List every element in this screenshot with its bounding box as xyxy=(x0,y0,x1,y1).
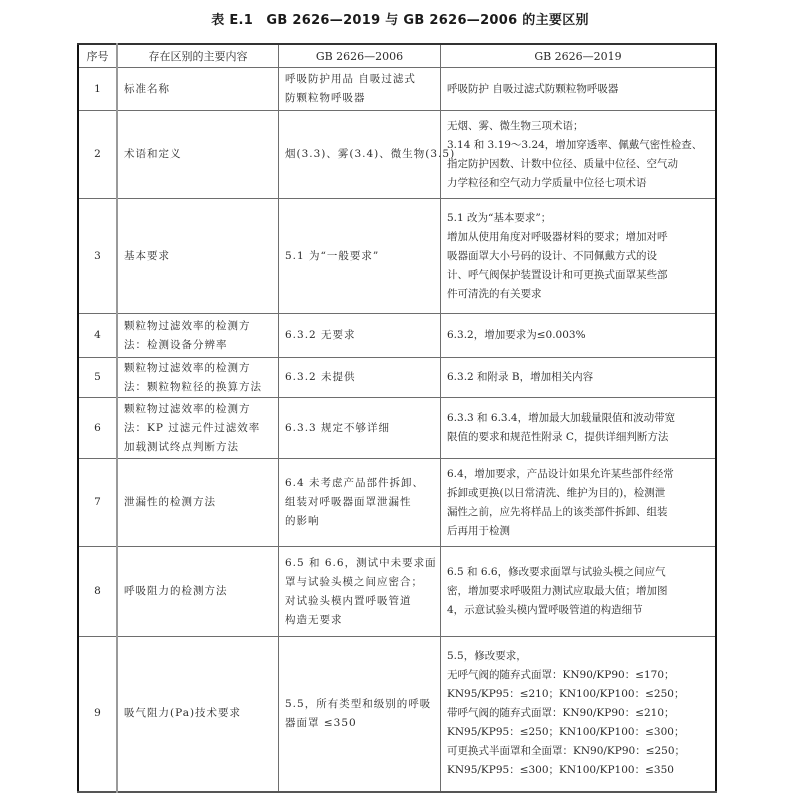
cell-text-line: 呼吸阻力的检测方法 xyxy=(124,585,228,597)
cell-text-line: 颗粒物过滤效率的检测方 xyxy=(124,361,251,374)
cell-text-line: 6.4，增加要求，产品设计如果允许某些部件经常 xyxy=(447,467,674,480)
cell-text-line: 组装对呼吸器面罩泄漏性 xyxy=(285,496,412,508)
cell-gb2019 xyxy=(441,199,717,314)
cell-text-line: 力学粒径和空气动力学质量中位径七项术语 xyxy=(447,176,647,189)
cell-text-line: 6.5 和 6.6，测试中未要求面 xyxy=(285,556,437,569)
cell-text-line: 6.3.2 未提供 xyxy=(285,371,356,383)
cell-text-line: KN95/KP95：≤210；KN100/KP100：≤250； xyxy=(447,688,685,701)
cell-no xyxy=(78,358,117,398)
cell-gb2006 xyxy=(279,637,441,792)
row-number: 5 xyxy=(94,371,101,383)
table-title: 表 E.1 GB 2626—2019 与 GB 2626—2006 的主要区别 xyxy=(211,13,589,28)
cell-text-line: 指定防护因数、计数中位径、质量中位径、空气动 xyxy=(447,157,678,170)
cell-text-line: 对试验头模内置呼吸管道 xyxy=(285,594,412,607)
cell-text-line: 带呼气阀的随弃式面罩：KN90/KP90：≤210； xyxy=(447,707,675,720)
cell-no xyxy=(78,547,117,637)
cell-text-line: 限值的要求和规范性附录 C，提供详细判断方法 xyxy=(447,431,669,443)
cell-text-line: 罩与试验头模之间应密合； xyxy=(285,575,423,588)
cell-text-line: 6.3.3 规定不够详细 xyxy=(285,421,391,434)
table-row xyxy=(78,637,716,792)
cell-no xyxy=(78,314,117,358)
cell-gb2006 xyxy=(279,199,441,314)
cell-text-line: 吸器面罩大小号码的设计、不同佩戴方式的设 xyxy=(447,249,657,262)
cell-text-line: 6.3.3 和 6.3.4，增加最大加载量限值和波动带宽 xyxy=(447,412,676,424)
cell-text-line: 5.1 改为“基本要求”； xyxy=(447,211,552,224)
cell-text-line: 防颗粒物呼吸器 xyxy=(285,92,366,104)
cell-text-line: 法：KP 过滤元件过滤效率 xyxy=(124,421,261,434)
cell-text-line: KN95/KP95：≤250；KN100/KP100：≤300； xyxy=(447,726,685,739)
cell-text-line: 6.3.2 和附录 B，增加相关内容 xyxy=(447,371,594,383)
cell-gb2006 xyxy=(279,547,441,637)
cell-gb2006 xyxy=(279,68,441,111)
cell-item xyxy=(117,111,279,199)
cell-text-line: 泄漏性的检测方法 xyxy=(124,496,216,508)
cell-gb2006 xyxy=(279,459,441,547)
cell-text-line: 呼吸防护 自吸过滤式防颗粒物呼吸器 xyxy=(447,82,619,95)
cell-text-line: 颗粒物过滤效率的检测方 xyxy=(124,402,251,415)
cell-text-line: 无呼气阀的随弃式面罩：KN90/KP90：≤170； xyxy=(447,669,675,682)
cell-gb2006 xyxy=(279,111,456,199)
cell-text-line: 3.14 和 3.19～3.24，增加穿透率、佩戴气密性检查、 xyxy=(447,138,703,151)
table-row xyxy=(78,199,716,314)
table-row xyxy=(78,398,716,459)
row-number: 4 xyxy=(94,329,101,341)
cell-text-line: 后再用于检测 xyxy=(447,524,510,537)
cell-gb2006 xyxy=(279,358,441,398)
header-gb2006: GB 2626—2006 xyxy=(279,44,441,68)
cell-text-line: 件可清洗的有关要求 xyxy=(447,287,542,300)
cell-gb2006 xyxy=(279,314,441,358)
cell-text-line: 颗粒物过滤效率的检测方 xyxy=(124,319,251,332)
table-header-row xyxy=(78,44,716,68)
cell-text-line: 基本要求 xyxy=(124,249,170,262)
cell-gb2019 xyxy=(441,111,717,199)
cell-gb2019 xyxy=(441,398,717,459)
cell-text-line: 加载测试终点判断方法 xyxy=(124,440,239,453)
cell-no xyxy=(78,398,117,459)
header-gb2019: GB 2626—2019 xyxy=(441,44,717,68)
cell-text-line: 术语和定义 xyxy=(124,148,182,160)
cell-text-line: 6.3.2 无要求 xyxy=(285,329,356,341)
cell-no xyxy=(78,637,117,792)
cell-item xyxy=(117,199,279,314)
row-number: 8 xyxy=(94,585,101,597)
cell-item xyxy=(117,314,279,358)
cell-item xyxy=(117,398,279,459)
cell-text-line: 法：颗粒物粒径的换算方法 xyxy=(124,380,262,393)
cell-text-line: 5.5，所有类型和级别的呼吸 xyxy=(285,697,432,710)
table-row xyxy=(78,547,716,637)
cell-text-line: KN95/KP95：≤300；KN100/KP100：≤350 xyxy=(447,764,674,777)
row-number: 9 xyxy=(94,707,101,720)
cell-gb2019 xyxy=(441,68,717,111)
table-row xyxy=(78,358,716,398)
header-no: 序号 xyxy=(78,44,117,68)
cell-item xyxy=(117,68,279,111)
cell-gb2019 xyxy=(441,547,717,637)
cell-text-line: 可更换式半面罩和全面罩：KN90/KP90：≤250； xyxy=(447,745,686,758)
cell-item xyxy=(117,459,279,547)
cell-text-line: 6.3.2，增加要求为≤0.003% xyxy=(447,329,586,341)
table-row xyxy=(78,68,716,111)
row-number: 2 xyxy=(94,148,101,160)
cell-text-line: 6.5 和 6.6，修改要求面罩与试验头模之间应气 xyxy=(447,566,666,578)
header-item: 存在区别的主要内容 xyxy=(117,44,279,68)
cell-item xyxy=(117,358,279,398)
cell-text-line: 计、呼气阀保护装置设计和可更换式面罩某些部 xyxy=(447,268,668,281)
cell-text-line: 烟(3.3)、雾(3.4)、微生物(3.5) xyxy=(285,148,456,160)
cell-gb2019 xyxy=(441,459,717,547)
cell-text-line: 5.5，修改要求， xyxy=(447,650,527,663)
cell-text-line: 拆卸或更换(以日常清洗、维护为目的)，检测泄 xyxy=(447,486,666,499)
table-row xyxy=(78,111,716,199)
table-row xyxy=(78,459,716,547)
cell-text-line: 构造无要求 xyxy=(285,613,343,626)
cell-text-line: 标准名称 xyxy=(124,82,170,95)
cell-gb2019 xyxy=(441,358,717,398)
cell-item xyxy=(117,547,279,637)
row-number: 1 xyxy=(94,82,101,95)
cell-gb2006 xyxy=(279,398,441,459)
row-number: 6 xyxy=(94,421,101,434)
cell-text-line: 吸气阻力(Pa)技术要求 xyxy=(124,707,242,720)
cell-gb2019 xyxy=(441,637,717,792)
cell-no xyxy=(78,199,117,314)
row-number: 3 xyxy=(94,249,101,262)
row-number: 7 xyxy=(94,496,101,508)
cell-text-line: 呼吸防护用品 自吸过滤式 xyxy=(285,73,416,85)
cell-text-line: 的影响 xyxy=(285,515,320,527)
cell-text-line: 漏性之前，应先将样品上的该类部件拆卸、组装 xyxy=(447,505,668,518)
cell-gb2019 xyxy=(441,314,717,358)
table-row xyxy=(78,314,716,358)
cell-text-line: 6.4 未考虑产品部件拆卸、 xyxy=(285,477,425,489)
cell-no xyxy=(78,111,117,199)
cell-item xyxy=(117,637,279,792)
cell-no xyxy=(78,68,117,111)
cell-text-line: 法：检测设备分辨率 xyxy=(124,338,228,351)
cell-text-line: 增加从使用角度对呼吸器材料的要求；增加对呼 xyxy=(447,230,668,243)
cell-text-line: 无烟、雾、微生物三项术语； xyxy=(447,119,584,132)
cell-text-line: 5.1 为“一般要求” xyxy=(285,249,380,262)
comparison-table xyxy=(77,43,717,793)
cell-text-line: 4，示意试验头模内置呼吸管道的构造细节 xyxy=(447,604,643,616)
cell-no xyxy=(78,459,117,547)
table-body xyxy=(78,68,716,792)
cell-text-line: 密，增加要求呼吸阻力测试应取最大值；增加图 xyxy=(447,585,668,597)
cell-text-line: 器面罩 ≤350 xyxy=(285,716,357,729)
